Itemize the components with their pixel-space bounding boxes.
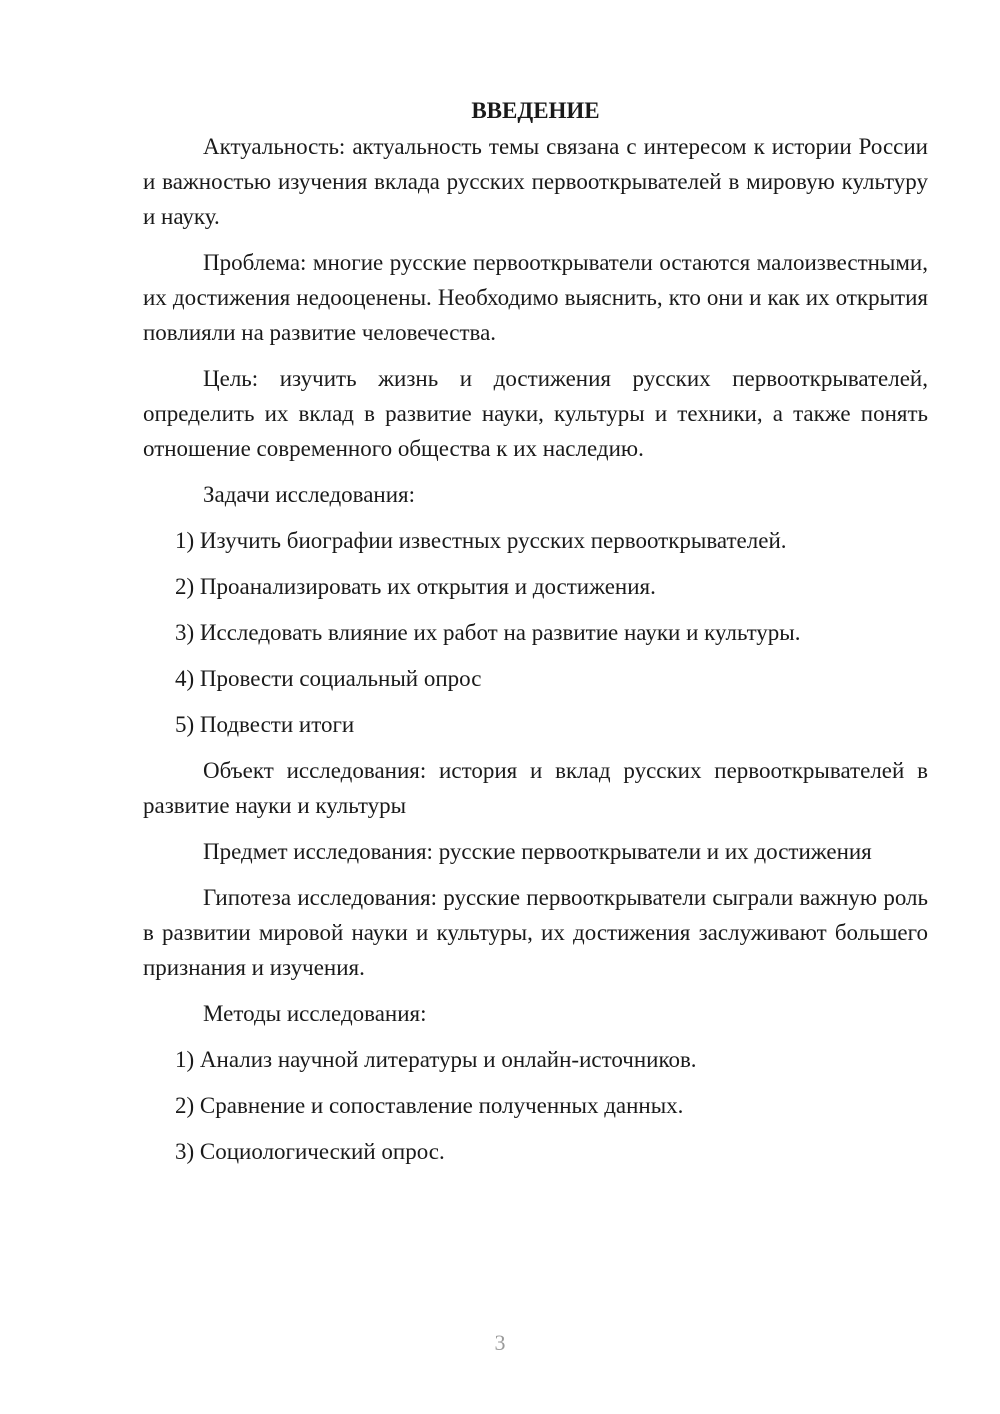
task-item-1: 1) Изучить биографии известных русских первооткрывателей. bbox=[175, 528, 787, 553]
section-heading: ВВЕДЕНИЕ bbox=[471, 98, 600, 123]
page-content bbox=[143, 93, 928, 1180]
method-item-1: 1) Анализ научной литературы и онлайн-источников. bbox=[175, 1047, 697, 1072]
subject-paragraph: Предмет исследования: русские первооткрыватели и их достижения bbox=[203, 839, 872, 864]
tasks-label: Задачи исследования: bbox=[203, 482, 416, 507]
problem-paragraph: Проблема: многие русские первооткрыватели остаются малоизвестными, их достижения недооценены. Необходимо выяснить, кто они и как их открытия повлияли на развитие человечества. bbox=[143, 250, 928, 345]
object-paragraph: Объект исследования: история и вклад русских первооткрывателей в развитие науки и культуры bbox=[143, 758, 928, 818]
method-item-3: 3) Социологический опрос. bbox=[175, 1139, 445, 1164]
hypothesis-paragraph: Гипотеза исследования: русские первооткрыватели сыграли важную роль в развитии мировой науки и культуры, их достижения заслуживают большего признания и изучения. bbox=[143, 885, 928, 980]
task-item-3: 3) Исследовать влияние их работ на развитие науки и культуры. bbox=[175, 620, 801, 645]
method-item-2: 2) Сравнение и сопоставление полученных данных. bbox=[175, 1093, 684, 1118]
task-item-5: 5) Подвести итоги bbox=[175, 712, 355, 737]
task-item-4: 4) Провести социальный опрос bbox=[175, 666, 482, 691]
page-number: 3 bbox=[494, 1330, 506, 1355]
methods-label: Методы исследования: bbox=[203, 1001, 427, 1026]
task-item-2: 2) Проанализировать их открытия и достижения. bbox=[175, 574, 656, 599]
goal-paragraph: Цель: изучить жизнь и достижения русских первооткрывателей, определить их вклад в развитие науки, культуры и техники, а также понять отношение современного общества к их наследию. bbox=[143, 366, 928, 461]
relevance-paragraph: Актуальность: актуальность темы связана с интересом к истории России и важностью изучения вклада русских первооткрывателей в мировую культуру и науку. bbox=[143, 134, 928, 229]
